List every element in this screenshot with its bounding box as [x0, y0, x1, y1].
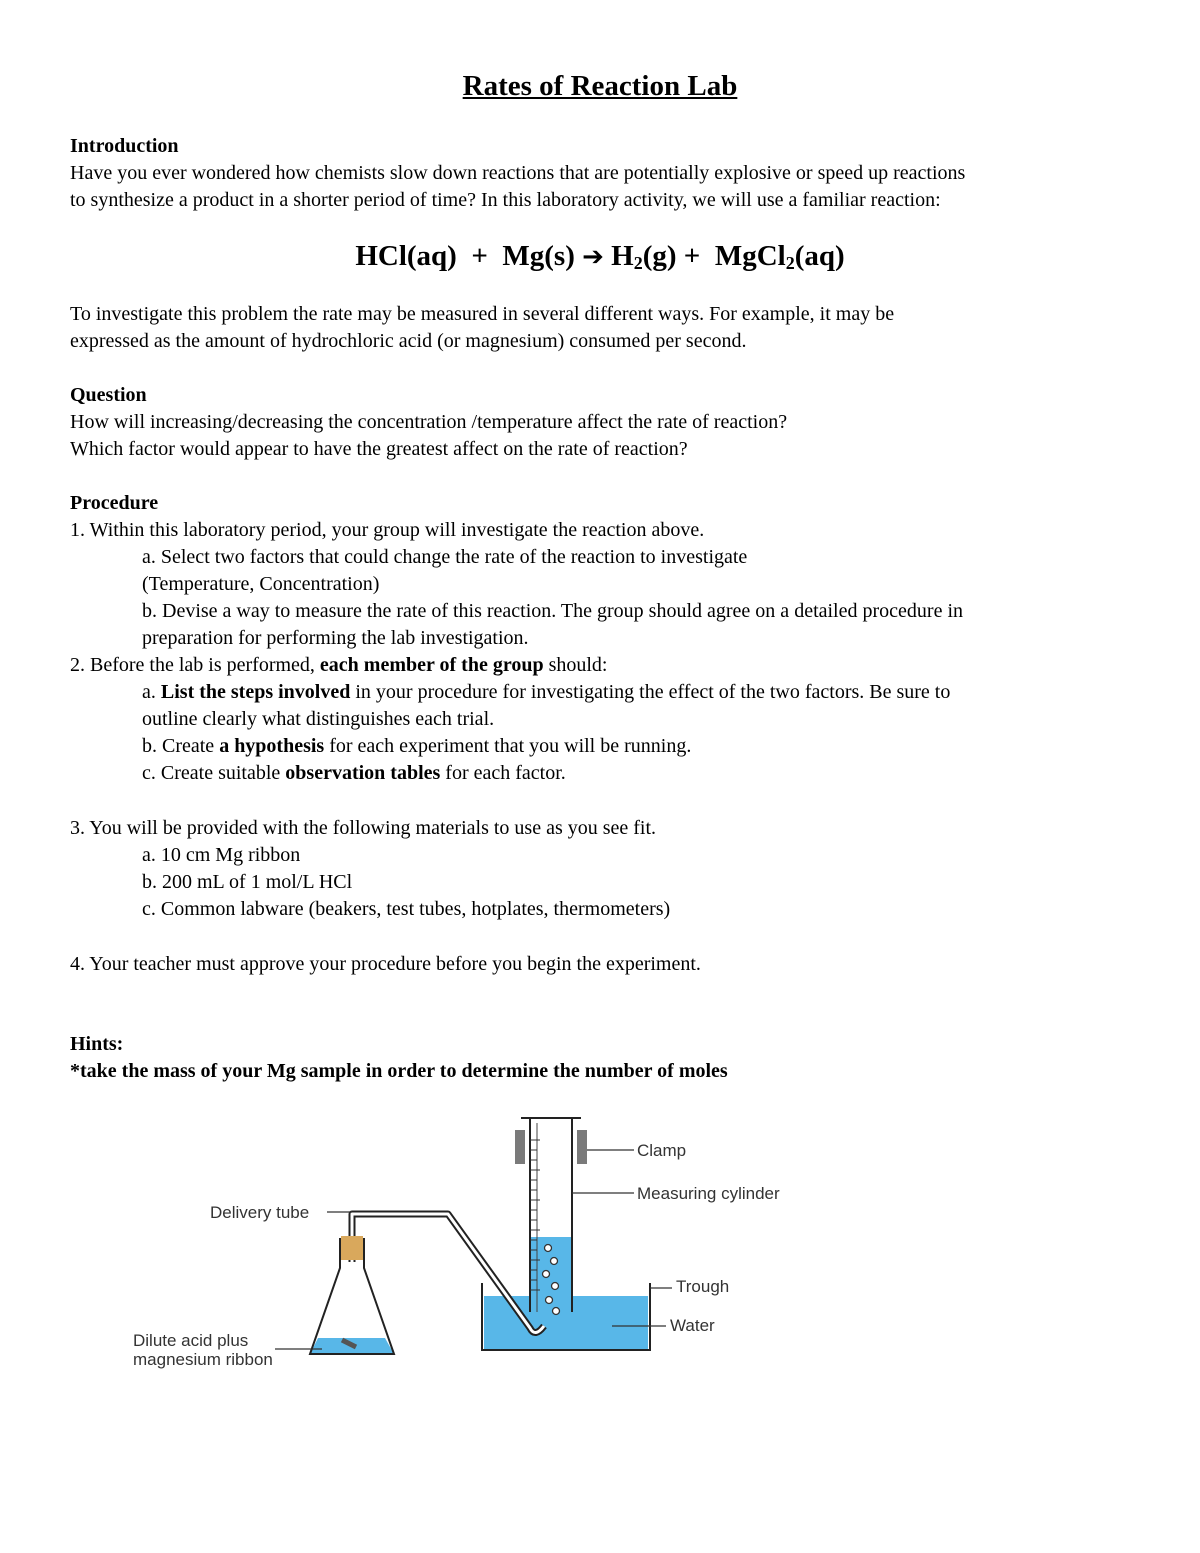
procedure-step-3a: a. 10 cm Mg ribbon [142, 844, 301, 866]
question-line-2: Which factor would appear to have the greatest affect on the rate of reaction? [70, 438, 688, 460]
question-line-1: How will increasing/decreasing the concentration /temperature affect the rate of reaction? [70, 411, 788, 433]
hints-heading: Hints: [70, 1033, 124, 1055]
eq-reactant-hcl: HCl(aq) [355, 240, 457, 272]
procedure-step-1b-cont: preparation for performing the lab investigation. [142, 627, 529, 649]
procedure-step-3c: c. Common labware (beakers, test tubes, hotplates, thermometers) [142, 898, 671, 920]
measure-line-1: To investigate this problem the rate may be measured in several different ways. For example, it may be [70, 303, 895, 325]
page-title: Rates of Reaction Lab [462, 70, 738, 102]
procedure-step-1a-cont: (Temperature, Concentration) [142, 573, 380, 595]
label-acid-line-2: magnesium ribbon [133, 1350, 273, 1369]
question-heading: Question [70, 384, 147, 406]
procedure-step-2a-cont: outline clearly what distinguishes each trial. [142, 708, 495, 730]
introduction-line-2: to synthesize a product in a shorter period of time? In this laboratory activity, we will use a familiar reaction: [70, 189, 941, 211]
eq-reactant-mg: Mg(s) [502, 240, 575, 272]
stopper-icon [341, 1236, 363, 1260]
label-trough: Trough [676, 1277, 730, 1296]
measure-line-2: expressed as the amount of hydrochloric acid (or magnesium) consumed per second. [70, 330, 747, 352]
procedure-step-2b: b. Create a hypothesis for each experiment that you will be running. [142, 735, 692, 757]
clamp-right-icon [577, 1130, 587, 1164]
label-clamp: Clamp [637, 1141, 687, 1160]
procedure-step-2: 2. Before the lab is performed, each member of the group should: [70, 654, 608, 676]
procedure-step-1b: b. Devise a way to measure the rate of this reaction. The group should agree on a detailed procedure in [142, 600, 963, 622]
label-delivery-tube: Delivery tube [210, 1203, 310, 1222]
procedure-step-4: 4. Your teacher must approve your procedure before you begin the experiment. [70, 953, 701, 975]
procedure-step-3: 3. You will be provided with the following materials to use as you see fit. [70, 817, 657, 839]
procedure-step-1a: a. Select two factors that could change the rate of the reaction to investigate [142, 546, 748, 568]
eq-product-mgcl2: MgCl$_2$(aq) [714, 240, 845, 273]
introduction-line-1: Have you ever wondered how chemists slow down reactions that are potentially explosive or speed up reactions [70, 162, 966, 184]
procedure-step-2a: a. List the steps involved in your procedure for investigating the effect of the two factors. Be sure to [142, 681, 951, 703]
label-water: Water [670, 1316, 715, 1335]
label-acid-line-1: Dilute acid plus [133, 1331, 249, 1350]
procedure-step-2c: c. Create suitable observation tables for each factor. [142, 762, 566, 784]
procedure-heading: Procedure [70, 492, 159, 514]
eq-plus: + [471, 240, 488, 272]
eq-arrow-icon: ➔ [582, 242, 604, 272]
label-measuring-cylinder: Measuring cylinder [637, 1184, 780, 1203]
introduction-heading: Introduction [70, 135, 179, 157]
procedure-step-3b: b. 200 mL of 1 mol/L HCl [142, 871, 353, 893]
procedure-step-1: 1. Within this laboratory period, your group will investigate the reaction above. [70, 519, 705, 541]
eq-plus: + [683, 240, 701, 272]
hints-line-1: *take the mass of your Mg sample in order to determine the number of moles [70, 1060, 728, 1082]
clamp-left-icon [515, 1130, 525, 1164]
eq-product-h2: $H_2(g)$ [611, 240, 677, 273]
